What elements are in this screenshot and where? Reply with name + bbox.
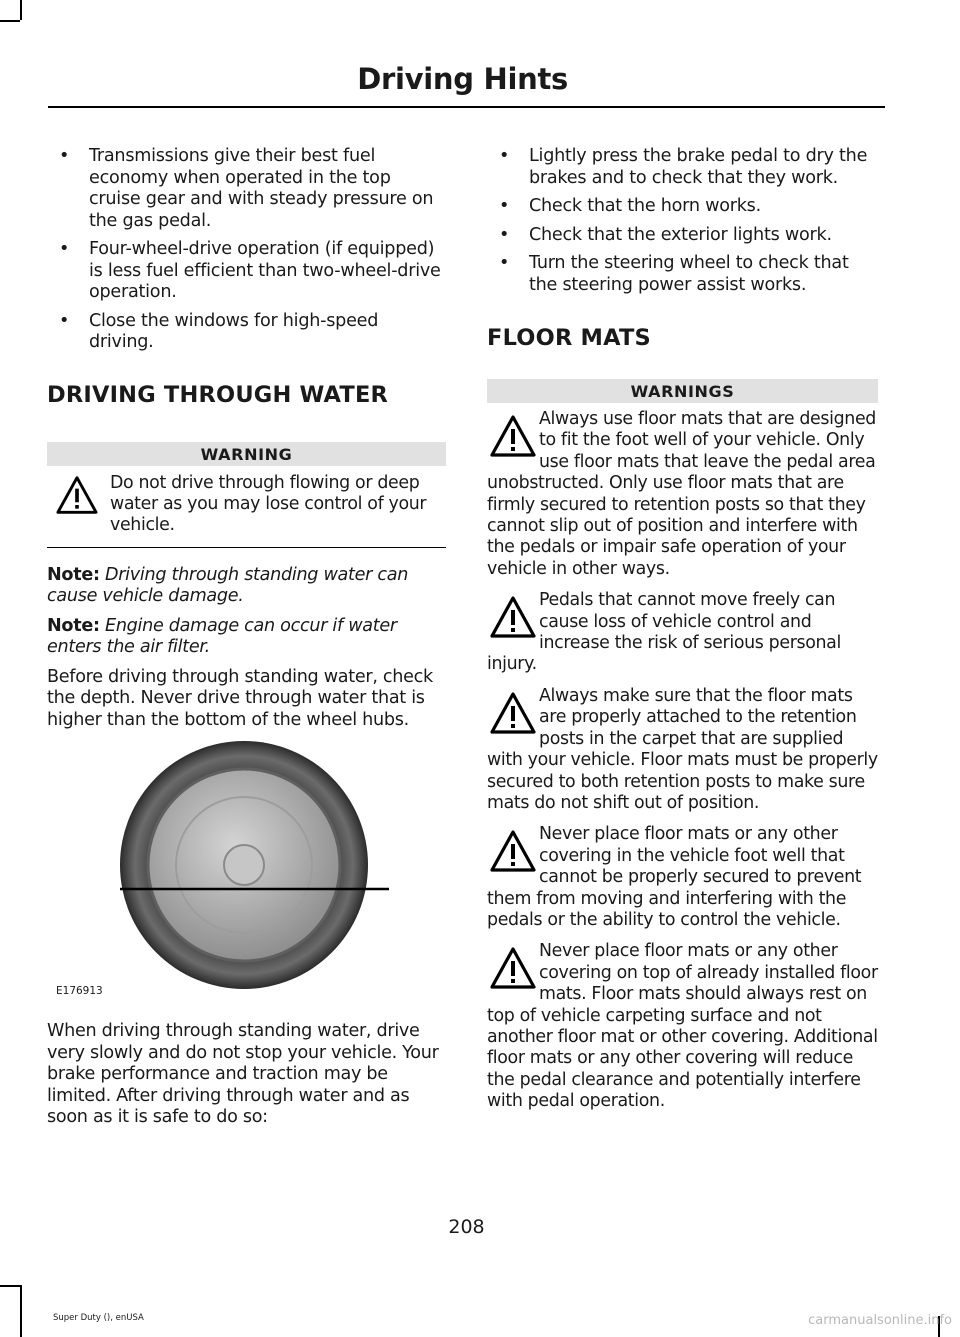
crop-mark <box>0 20 20 22</box>
left-column <box>47 146 446 1137</box>
bullet-icon: • <box>59 146 70 166</box>
bullet-icon: • <box>499 253 510 273</box>
paragraph: When driving through standing water, drive very slowly and do not stop your vehicle. Your brake performance and traction may be limited. After driving through water and as soon as it is safe to do so: <box>47 1021 439 1128</box>
header-divider <box>48 106 885 108</box>
crop-mark <box>20 0 22 20</box>
footer-info: Super Duty (), enUSA <box>53 1313 144 1323</box>
list-item: • Four-wheel-drive operation (if equipped) is less fuel efficient than two-wheel-drive operation. <box>59 239 441 302</box>
page-title: Driving Hints <box>357 62 568 96</box>
warning-block: Always make sure that the floor mats are properly attached to the retention posts in the carpet that are supplied with your vehicle. Floor mats must be properly secured to both retention posts to make sure mats do not shift out of position. <box>487 685 878 813</box>
list-item: • Transmissions give their best fuel economy when operated in the top cruise gear and with steady pressure on the gas pedal. <box>59 146 434 231</box>
list-item: • Lightly press the brake pedal to dry the brakes and to check that they work. <box>499 146 868 188</box>
bullet-icon: • <box>499 224 510 245</box>
after-water-bullets <box>487 146 878 296</box>
warning-block: Always use floor mats that are designed to fit the foot well of your vehicle. Only use floor mats that leave the pedal area unobstructed. Only use floor mats that are firmly secured to retention posts so that they cannot slip out of position and interfere with the pedals or impair safe operation of your vehicle in other ways. <box>487 409 876 579</box>
section-heading-floor-mats: FLOOR MATS <box>487 325 651 351</box>
warning-block: Pedals that cannot move freely can cause loss of vehicle control and increase the risk of serious personal injury. <box>487 590 841 675</box>
warning-triangle-icon <box>487 409 539 471</box>
warning-triangle-icon <box>487 941 539 1003</box>
list-item: • Close the windows for high-speed driving. <box>59 310 379 352</box>
bullet-icon: • <box>499 146 510 166</box>
watermark: carmanualsonline.info <box>808 1313 952 1328</box>
right-column <box>487 146 878 1113</box>
warning-triangle-icon <box>487 824 539 886</box>
bullet-icon: • <box>59 310 70 331</box>
page-number: 208 <box>448 1216 485 1238</box>
fuel-economy-bullets <box>47 146 446 354</box>
wheel-water-level-image <box>47 739 446 1001</box>
list-item: • Check that the horn works. <box>499 196 761 216</box>
bullet-icon: • <box>499 196 510 216</box>
warning-triangle-icon <box>55 475 99 515</box>
note: Note: Engine damage can occur if water enters the air filter. <box>47 615 397 658</box>
note: Note: Driving through standing water can cause vehicle damage. <box>47 564 409 607</box>
warning-text: Do not drive through flowing or deep water as you may lose control of your vehicle. <box>110 472 427 536</box>
warning-block: Never place floor mats or any other covering in the vehicle foot well that cannot be properly secured to prevent them from moving and interfering with the pedals or the ability to control the vehicle. <box>487 824 862 930</box>
paragraph: Before driving through standing water, check the depth. Never drive through water that is higher than the bottom of the wheel hubs. <box>47 666 433 730</box>
warning-triangle-icon <box>487 590 539 652</box>
warnings-band: WARNINGS <box>487 379 878 403</box>
warning-band: WARNING <box>47 442 446 466</box>
list-item: • Check that the exterior lights work. <box>499 224 832 245</box>
wheel-figure <box>47 739 446 1001</box>
warning-block: Never place floor mats or any other covering on top of already installed floor mats. Floor mats should always rest on top of vehicle carpeting surface and not another floor mat or other covering. Additional floor mats or any other covering will reduce the pedal clearance and potentially interfere with pedal operation. <box>487 941 878 1112</box>
list-item: • Turn the steering wheel to check that the steering power assist works. <box>499 253 849 295</box>
warning-block <box>47 473 446 548</box>
bullet-icon: • <box>59 239 70 259</box>
warning-triangle-icon <box>487 686 539 748</box>
crop-mark <box>20 1285 22 1337</box>
figure-code: E176913 <box>56 985 103 998</box>
section-heading-water: DRIVING THROUGH WATER <box>47 381 389 408</box>
crop-mark <box>0 1285 20 1287</box>
